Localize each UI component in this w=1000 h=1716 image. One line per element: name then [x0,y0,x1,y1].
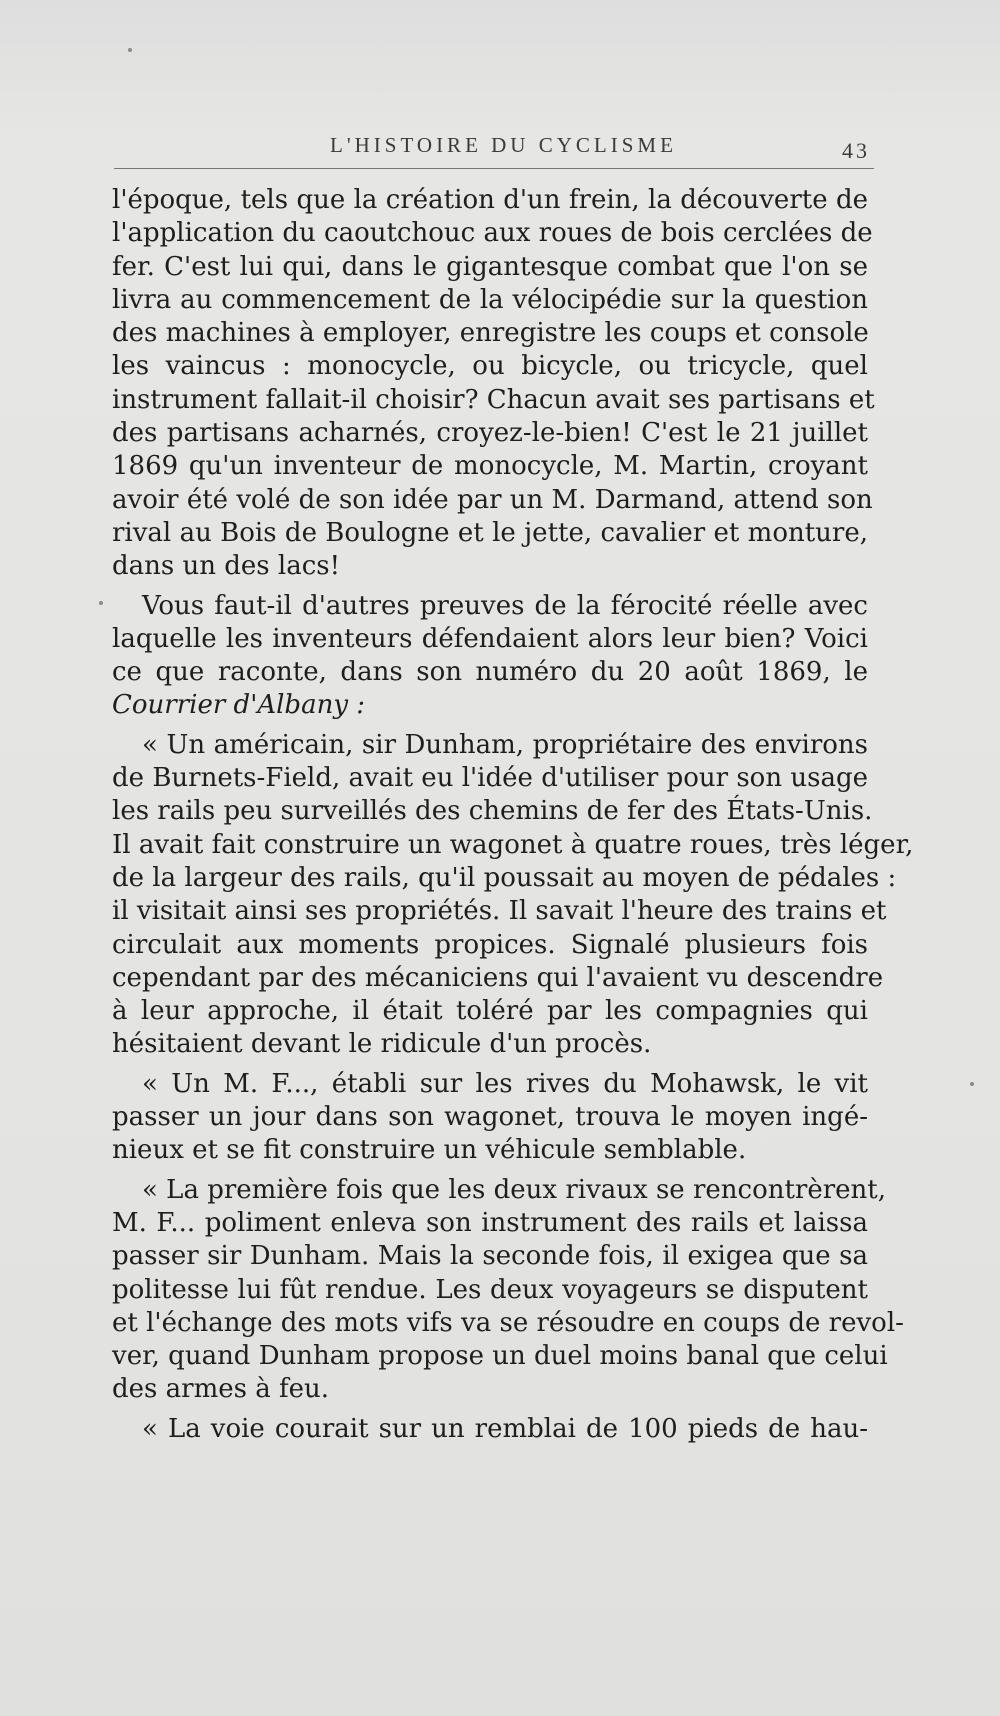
text-line: Courrier d'Albany : [112,690,366,721]
text-line: « Un M. F..., établi sur les rives du Mohawsk, le vit [142,1068,868,1099]
text-line: l'application du caoutchouc aux roues de bois cerclées de [112,218,873,249]
text-line: fer. C'est lui qui, dans le gigantesque combat que l'on se [112,251,868,282]
text-line: à leur approche, il était toléré par les compagnies qui [112,996,868,1027]
text-line: ver, quand Dunham propose un duel moins banal que celui [112,1341,888,1372]
ink-speck [99,601,103,605]
running-head-title: L'HISTOIRE DU CYCLISME [330,133,677,157]
text-line: 1869 qu'un inventeur de monocycle, M. Martin, croyant [112,451,868,482]
page-number: 43 [842,138,870,163]
text-line: Vous faut-il d'autres preuves de la férocité réelle avec [142,590,868,621]
body-text [112,184,914,1446]
text-line: passer sir Dunham. Mais la seconde fois, il exigea que sa [112,1241,868,1272]
text-line: les rails peu surveillés des chemins de fer des États-Unis. [112,796,873,827]
header-rule [114,168,874,169]
text-line: « La première fois que les deux rivaux se rencontrèrent, [142,1174,887,1205]
ink-speck [970,1082,974,1086]
text-line: livra au commencement de la vélocipédie sur la question [112,284,868,315]
text-line: laquelle les inventeurs défendaient alors leur bien? Voici [112,623,868,654]
text-line: des machines à employer, enregistre les coups et console [112,318,869,349]
text-line: Il avait fait construire un wagonet à quatre roues, très léger, [112,829,914,860]
text-line: passer un jour dans son wagonet, trouva le moyen ingé- [112,1102,868,1133]
text-line: de la largeur des rails, qu'il poussait au moyen de pédales : [112,862,897,893]
text-line: des partisans acharnés, croyez-le-bien! C'est le 21 juillet [112,418,868,449]
text-line: circulait aux moments propices. Signalé plusieurs fois [112,929,868,960]
text-line: les vaincus : monocycle, ou bicycle, ou tricycle, quel [112,351,868,382]
text-line: rival au Bois de Boulogne et le jette, cavalier et monture, [112,517,868,548]
text-line: politesse lui fût rendue. Les deux voyageurs se disputent [112,1274,868,1305]
text-line: avoir été volé de son idée par un M. Darmand, attend son [112,484,873,515]
text-line: « Un américain, sir Dunham, propriétaire des environs [142,729,868,760]
text-line: cependant par des mécaniciens qui l'avaient vu descendre [112,962,884,993]
text-line: il visitait ainsi ses propriétés. Il savait l'heure des trains et [112,896,887,927]
text-line: ce que raconte, dans son numéro du 20 août 1869, le [112,657,868,688]
text-line: nieux et se fit construire un véhicule semblable. [112,1135,747,1166]
text-line: instrument fallait-il choisir? Chacun avait ses partisans et [112,384,875,415]
text-line: M. F... poliment enleva son instrument des rails et laissa [112,1207,868,1238]
text-line: « La voie courait sur un remblai de 100 pieds de hau- [142,1413,868,1444]
ink-speck [128,48,132,52]
text-line: l'époque, tels que la création d'un frein, la découverte de [112,185,868,215]
text-line: et l'échange des mots vifs va se résoudre en coups de revol- [112,1307,904,1338]
text-line: dans un des lacs! [112,551,341,582]
text-line: des armes à feu. [112,1374,330,1405]
text-line: de Burnets-Field, avait eu l'idée d'utiliser pour son usage [112,763,868,794]
text-line: hésitaient devant le ridicule d'un procès. [112,1029,652,1060]
